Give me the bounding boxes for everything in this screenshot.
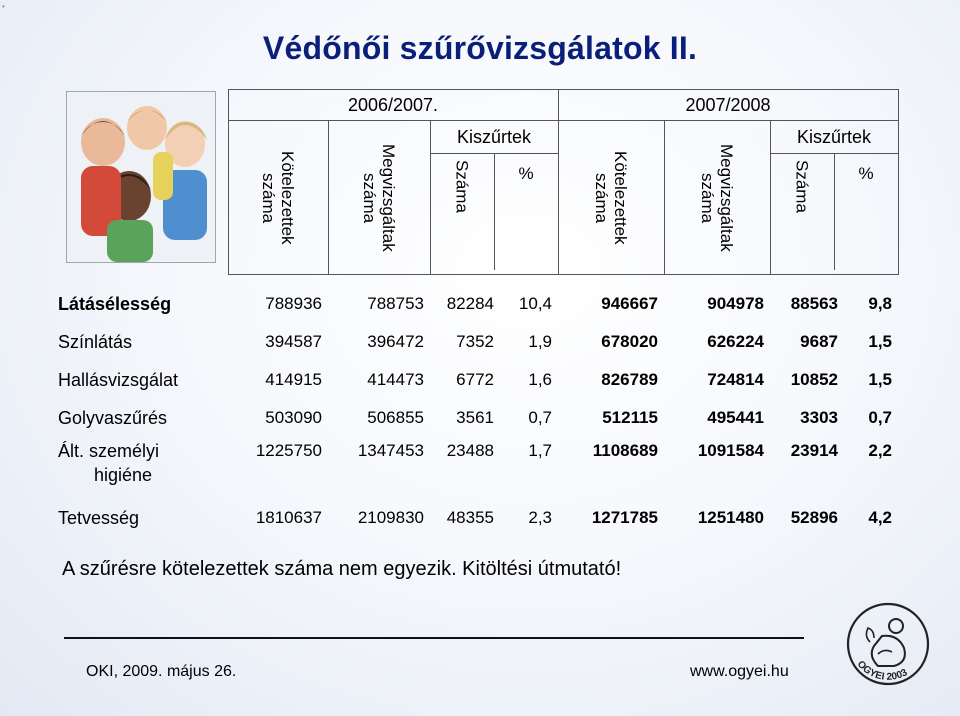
cell: 1347453	[357, 441, 424, 460]
cell: 1251480	[697, 508, 764, 527]
cell: 88563	[790, 294, 838, 313]
cell: 678020	[601, 332, 658, 351]
cell: 626224	[707, 332, 764, 351]
cell: 1,6	[528, 370, 552, 389]
corner-mark: •	[2, 2, 5, 11]
cell: 82284	[446, 294, 494, 313]
cell: 48355	[446, 508, 494, 527]
cell: 23914	[790, 441, 838, 460]
header-required-2007: Kötelezettek száma	[558, 121, 664, 275]
cell: 904978	[707, 294, 764, 313]
period-2006-2007: 2006/2007.	[228, 90, 558, 121]
cell: 9,8	[868, 294, 892, 313]
screening-table	[56, 89, 899, 537]
header-examined-2007: Megvizsgáltak száma	[664, 121, 770, 275]
cell: 1225750	[255, 441, 322, 460]
header-screened-2006: Kiszűrtek Száma %	[430, 121, 558, 275]
cell: 414915	[265, 370, 322, 389]
header-required-2006: Kötelezettek száma	[228, 121, 328, 275]
cell: 1091584	[697, 441, 764, 460]
table-row	[56, 499, 898, 537]
header-screened-count-2006: Száma	[452, 160, 472, 213]
cell: 4,2	[868, 508, 892, 527]
cell: 52896	[790, 508, 838, 527]
row-label: Tetvesség	[58, 507, 140, 528]
footer-website-link[interactable]: www.ogyei.hu	[690, 663, 789, 680]
cell: 23488	[446, 441, 494, 460]
ogyei-logo	[838, 596, 938, 696]
cell: 2,2	[868, 441, 892, 460]
footer-source-date: OKI, 2009. május 26.	[86, 663, 237, 680]
row-label-line1: Ált. személyi	[58, 441, 160, 461]
cell: 724814	[707, 370, 764, 389]
header-screened-pct-2006: %	[494, 154, 558, 270]
cell: 1,5	[868, 370, 892, 389]
footnote: A szűrésre kötelezettek száma nem egyezik. Kitöltési útmutató!	[62, 558, 622, 580]
cell: 10852	[790, 370, 838, 389]
cell: 9687	[800, 332, 838, 351]
cell: 788936	[265, 294, 322, 313]
row-label: Látásélesség	[58, 293, 172, 314]
cell: 512115	[602, 408, 658, 427]
cell: 396472	[367, 332, 424, 351]
divider	[64, 637, 804, 639]
cell: 6772	[456, 370, 494, 389]
header-examined-2006: Megvizsgáltak száma	[328, 121, 430, 275]
row-label-line2: higiéne	[94, 465, 153, 485]
cell: 1108689	[592, 441, 658, 460]
cell: 2109830	[357, 508, 424, 527]
cell: 506855	[367, 408, 424, 427]
row-label	[56, 437, 228, 499]
cell: 7352	[456, 332, 494, 351]
table-row	[56, 323, 898, 361]
row-label: Golyvaszűrés	[58, 407, 168, 428]
row-label: Hallásvizsgálat	[58, 369, 179, 390]
cell: 1,7	[528, 441, 552, 460]
period-2007-2008: 2007/2008	[558, 90, 898, 121]
cell: 394587	[265, 332, 322, 351]
cell: 1810637	[255, 508, 322, 527]
cell: 826789	[601, 370, 658, 389]
page-title: Védőnői szűrővizsgálatok II.	[262, 30, 698, 66]
cell: 946667	[601, 294, 658, 313]
cell: 2,3	[528, 508, 552, 527]
header-screened-pct-2007: %	[834, 154, 898, 270]
table-row	[56, 285, 898, 323]
cell: 1271785	[591, 508, 658, 527]
cell: 503090	[265, 408, 322, 427]
header-screened-count-2007: Száma	[792, 160, 812, 213]
cell: 495441	[707, 408, 764, 427]
cell: 1,9	[528, 332, 552, 351]
cell: 414473	[367, 370, 424, 389]
cell: 0,7	[868, 408, 892, 427]
cell: 10,4	[518, 294, 552, 313]
cell: 788753	[367, 294, 424, 313]
cell: 3303	[800, 408, 838, 427]
svg-text:OGYEI 2003: OGYEI 2003	[854, 658, 910, 683]
row-label: Színlátás	[58, 331, 133, 352]
cell: 3561	[456, 408, 494, 427]
cell: 0,7	[528, 408, 552, 427]
cell: 1,5	[868, 332, 892, 351]
header-screened-2007: Kiszűrtek Száma %	[770, 121, 898, 275]
table-row	[56, 399, 898, 437]
table-row	[56, 361, 898, 399]
table-row	[56, 437, 898, 499]
